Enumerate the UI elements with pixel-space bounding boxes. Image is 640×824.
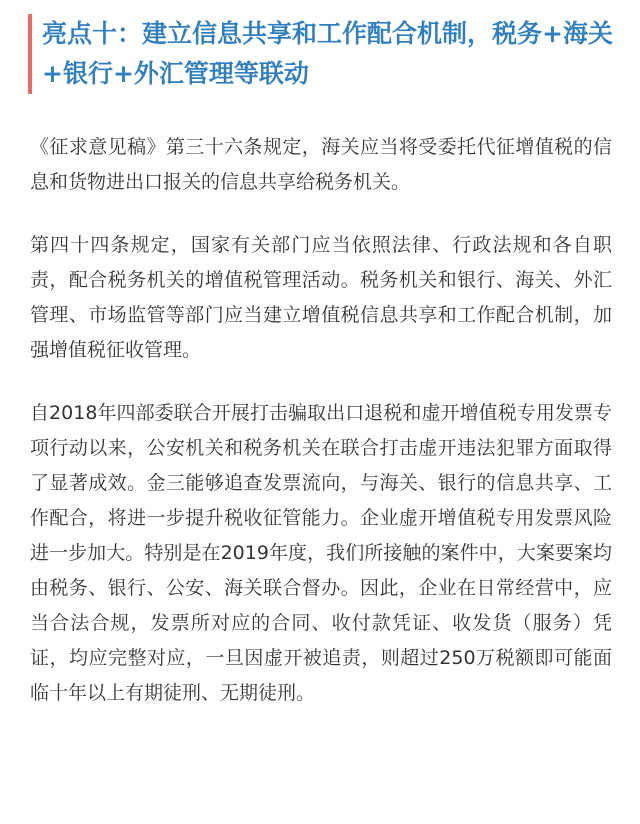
section-title: 亮点十：建立信息共享和工作配合机制，税务+海关+银行+外汇管理等联动 <box>42 19 613 88</box>
paragraph-article-36: 《征求意见稿》第三十六条规定，海关应当将受委托代征增值税的信息和货物进出口报关的信息共享给税务机关。 <box>30 136 612 193</box>
paragraph-article-44: 第四十四条规定，国家有关部门应当依照法律、行政法规和各自职责，配合税务机关的增值税管理活动。税务机关和银行、海关、外汇管理、市场监管等部门应当建立增值税信息共享和工作配合机制，加强增值税征收管理。 <box>30 234 612 361</box>
paragraph-enforcement-analysis: 自2018年四部委联合开展打击骗取出口退税和虚开增值税专用发票专项行动以来，公安机关和税务机关在联合打击虚开违法犯罪方面取得了显著成效。金三能够追查发票流向，与海关、银行的信息共享、工作配合，将进一步提升税收征管能力。企业虚开增值税专用发票风险进一步加大。特别是在2019年度，我们所接触的案件中，大案要案均由税务、银行、公安、海关联合督办。因此，企业在日常经营中，应当合法合规，发票所对应的合同、收付款凭证、收发货（服务）凭证，均应完整对应，一旦因虚开被追责，则超过250万税额即可能面临十年以上有期徒刑、无期徒刑。 <box>30 402 612 704</box>
section-heading <box>28 14 618 94</box>
